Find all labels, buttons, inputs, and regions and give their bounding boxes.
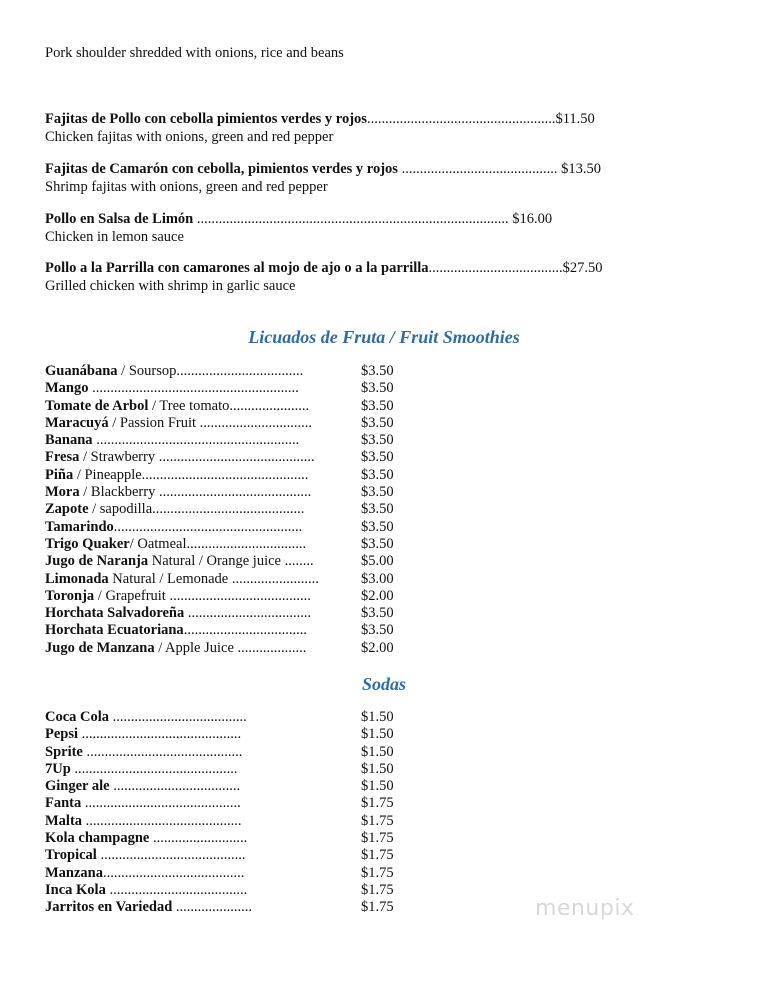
item-price: $3.50 xyxy=(361,363,394,379)
item-detail: / Soursop................................... xyxy=(117,363,304,379)
item-name: Zapote xyxy=(45,501,89,518)
menu-row xyxy=(45,588,445,605)
dish-item xyxy=(45,259,668,295)
item-detail: ........................................... xyxy=(82,743,243,760)
item-price: $1.75 xyxy=(361,864,394,881)
section-title-smoothies: Licuados de Fruta / Fruit Smoothies xyxy=(248,327,520,347)
item-name: Fresa xyxy=(45,449,80,466)
menu-row xyxy=(45,709,445,726)
item-detail: ..................................... xyxy=(109,709,247,725)
menu-row xyxy=(45,865,445,882)
item-label xyxy=(45,519,302,536)
dish-leader: ..................................... xyxy=(428,260,563,276)
item-price: $5.00 xyxy=(361,553,394,570)
dish-item xyxy=(45,210,668,246)
item-label xyxy=(45,501,304,518)
item-price: $1.50 xyxy=(361,778,394,795)
item-detail: ....................................... xyxy=(103,864,245,881)
item-detail: ..................... xyxy=(172,899,253,916)
item-detail: ........................................... xyxy=(82,812,242,829)
item-price: $3.00 xyxy=(361,570,394,587)
item-label xyxy=(45,398,309,415)
item-detail: ................................... xyxy=(109,778,241,795)
item-name: Sprite xyxy=(45,743,83,760)
item-detail: / Oatmeal................................. xyxy=(129,535,307,552)
item-name: Jugo de Naranja xyxy=(45,553,149,570)
item-name: Fanta xyxy=(45,795,82,812)
menu-row xyxy=(45,622,445,639)
item-label xyxy=(45,813,242,830)
item-detail: / Tree tomato...................... xyxy=(148,397,310,414)
menu-row xyxy=(45,882,445,899)
item-price: $1.50 xyxy=(361,743,394,760)
dish-leader: .................................................... xyxy=(366,111,556,127)
item-name: Trigo Quaker xyxy=(45,535,130,552)
item-name: Ginger ale xyxy=(45,778,110,795)
item-price: $3.50 xyxy=(361,449,394,466)
item-price: $1.75 xyxy=(361,847,394,864)
menu-row xyxy=(45,415,445,432)
item-name: 7Up xyxy=(45,760,71,777)
smoothies-list xyxy=(45,363,445,657)
menu-row xyxy=(45,484,445,501)
item-label xyxy=(45,467,308,484)
menu-row xyxy=(45,744,445,761)
dish-name: Pollo en Salsa de Limón xyxy=(45,211,194,227)
item-label xyxy=(45,865,244,882)
item-price: $2.00 xyxy=(361,587,394,604)
item-name: Toronja xyxy=(45,587,95,604)
menu-row xyxy=(45,726,445,743)
item-label xyxy=(45,899,252,916)
item-label xyxy=(45,449,315,466)
menu-row xyxy=(45,795,445,812)
item-name: Tropical xyxy=(45,847,97,864)
menu-row xyxy=(45,813,445,830)
item-label xyxy=(45,882,247,899)
item-label xyxy=(45,380,299,397)
menu-row xyxy=(45,380,445,397)
item-label xyxy=(45,847,245,864)
dish-price: $11.50 xyxy=(555,111,595,127)
sodas-list xyxy=(45,709,445,917)
menu-row xyxy=(45,553,445,570)
item-price: $3.50 xyxy=(361,605,394,622)
item-detail: Natural / Lemonade ........................ xyxy=(108,570,319,587)
item-label xyxy=(45,830,247,847)
item-price: $3.50 xyxy=(361,518,394,535)
section-title-sodas: Sodas xyxy=(361,674,406,694)
item-detail: ............................................ xyxy=(78,726,242,743)
dish-name: Fajitas de Pollo con cebolla pimientos verdes y rojos xyxy=(45,111,367,127)
item-detail: ........................................... xyxy=(81,795,241,812)
item-label xyxy=(45,709,247,726)
item-price: $3.50 xyxy=(361,501,394,518)
item-name: Manzana xyxy=(45,864,103,881)
item-price: $1.75 xyxy=(361,812,394,829)
item-label xyxy=(45,571,319,588)
item-name: Horchata Ecuatoriana xyxy=(45,622,184,639)
item-detail: .................................................... xyxy=(113,518,303,535)
dish-name: Pollo a la Parrilla con camarones al mojo de ajo o a la parrilla xyxy=(45,260,429,276)
dish-item xyxy=(45,110,668,146)
item-price: $3.50 xyxy=(361,432,394,449)
item-detail: / Pineapple.............................................. xyxy=(73,466,309,483)
item-name: Piña xyxy=(45,466,74,483)
item-price: $3.50 xyxy=(361,484,394,501)
item-price: $3.50 xyxy=(361,414,394,431)
item-label xyxy=(45,761,238,778)
menu-row xyxy=(45,761,445,778)
item-label xyxy=(45,778,240,795)
item-name: Banana xyxy=(45,432,93,449)
dish-name: Fajitas de Camarón con cebolla, pimientos verdes y rojos xyxy=(45,161,398,177)
item-label xyxy=(45,795,241,812)
menu-row xyxy=(45,830,445,847)
item-name: Pepsi xyxy=(45,726,79,743)
dish-leader: ........................................... xyxy=(397,161,562,177)
menu-row xyxy=(45,363,445,380)
dish-description: Grilled chicken with shrimp in garlic sauce xyxy=(45,278,296,294)
dish-price: $13.50 xyxy=(561,161,601,177)
dish-description: Chicken fajitas with onions, green and red pepper xyxy=(45,129,334,145)
item-detail: / Strawberry ........................................... xyxy=(79,449,315,466)
item-detail: / Apple Juice ................... xyxy=(154,639,307,656)
item-label xyxy=(45,536,306,553)
item-label xyxy=(45,744,242,761)
item-detail: ........................................................ xyxy=(92,432,300,449)
dish-description: Chicken in lemon sauce xyxy=(45,229,184,245)
menu-row xyxy=(45,519,445,536)
dish-leader: ...................................................................................... xyxy=(193,211,513,227)
item-name: Jarritos en Variedad xyxy=(45,899,173,916)
menupix-watermark: menupix xyxy=(535,896,635,921)
item-name: Horchata Salvadoreña xyxy=(45,605,185,622)
item-name: Tamarindo xyxy=(45,518,114,535)
item-price: $3.50 xyxy=(361,466,394,483)
dish-price: $27.50 xyxy=(562,260,603,276)
dish-price: $16.00 xyxy=(512,211,553,227)
item-name: Coca Cola xyxy=(45,709,110,725)
item-label xyxy=(45,432,299,449)
item-name: Jugo de Manzana xyxy=(45,639,155,656)
menu-row xyxy=(45,449,445,466)
intro-text: Pork shoulder shredded with onions, rice and beans xyxy=(45,45,344,61)
item-price: $3.50 xyxy=(361,397,394,414)
item-price: $3.50 xyxy=(361,380,394,397)
item-detail: ........................................ xyxy=(96,847,246,864)
menu-row xyxy=(45,501,445,518)
dish-description: Shrimp fajitas with onions, green and red pepper xyxy=(45,179,328,195)
item-detail: / Blackberry .......................................... xyxy=(79,484,312,501)
item-price: $1.50 xyxy=(361,760,394,777)
item-label xyxy=(45,726,241,743)
item-detail: ...................................... xyxy=(105,881,248,898)
item-name: Mora xyxy=(45,484,80,501)
menu-row xyxy=(45,899,445,916)
item-price: $1.50 xyxy=(361,709,394,725)
menu-row xyxy=(45,398,445,415)
item-detail: / Passion Fruit ............................... xyxy=(108,414,313,431)
item-name: Malta xyxy=(45,812,83,829)
item-name: Limonada xyxy=(45,570,109,587)
item-name: Inca Kola xyxy=(45,881,106,898)
menu-row xyxy=(45,640,445,657)
item-detail: .................................. xyxy=(183,622,307,639)
item-price: $1.75 xyxy=(361,830,394,847)
item-name: Maracuyá xyxy=(45,414,109,431)
menu-row xyxy=(45,778,445,795)
item-label xyxy=(45,588,311,605)
item-price: $3.50 xyxy=(361,622,394,639)
item-label xyxy=(45,622,307,639)
item-name: Tomate de Arbol xyxy=(45,397,149,414)
menu-row xyxy=(45,605,445,622)
item-label xyxy=(45,484,311,501)
menu-row xyxy=(45,432,445,449)
item-price: $1.50 xyxy=(361,726,394,743)
item-name: Kola champagne xyxy=(45,830,150,847)
item-price: $1.75 xyxy=(361,899,394,916)
dish-item xyxy=(45,160,668,196)
menu-row xyxy=(45,847,445,864)
item-label xyxy=(45,640,306,657)
item-name: Mango xyxy=(45,380,89,397)
menu-row xyxy=(45,571,445,588)
item-detail: ............................................. xyxy=(70,760,238,777)
item-label xyxy=(45,605,311,622)
item-label xyxy=(45,415,312,432)
item-label xyxy=(45,363,303,380)
item-price: $1.75 xyxy=(361,795,394,812)
item-detail: .......................... xyxy=(149,830,248,847)
item-name: Guanábana xyxy=(45,363,118,379)
item-detail: Natural / Orange juice ........ xyxy=(148,553,314,570)
item-detail: ......................................................... xyxy=(88,380,299,397)
item-detail: / Grapefruit ....................................... xyxy=(94,587,311,604)
item-price: $1.75 xyxy=(361,881,394,898)
item-detail: / sapodilla.......................................... xyxy=(88,501,305,518)
menu-row xyxy=(45,467,445,484)
item-price: $2.00 xyxy=(361,639,394,656)
item-detail: .................................. xyxy=(184,605,312,622)
menu-row xyxy=(45,536,445,553)
item-price: $3.50 xyxy=(361,535,394,552)
item-label xyxy=(45,553,314,570)
